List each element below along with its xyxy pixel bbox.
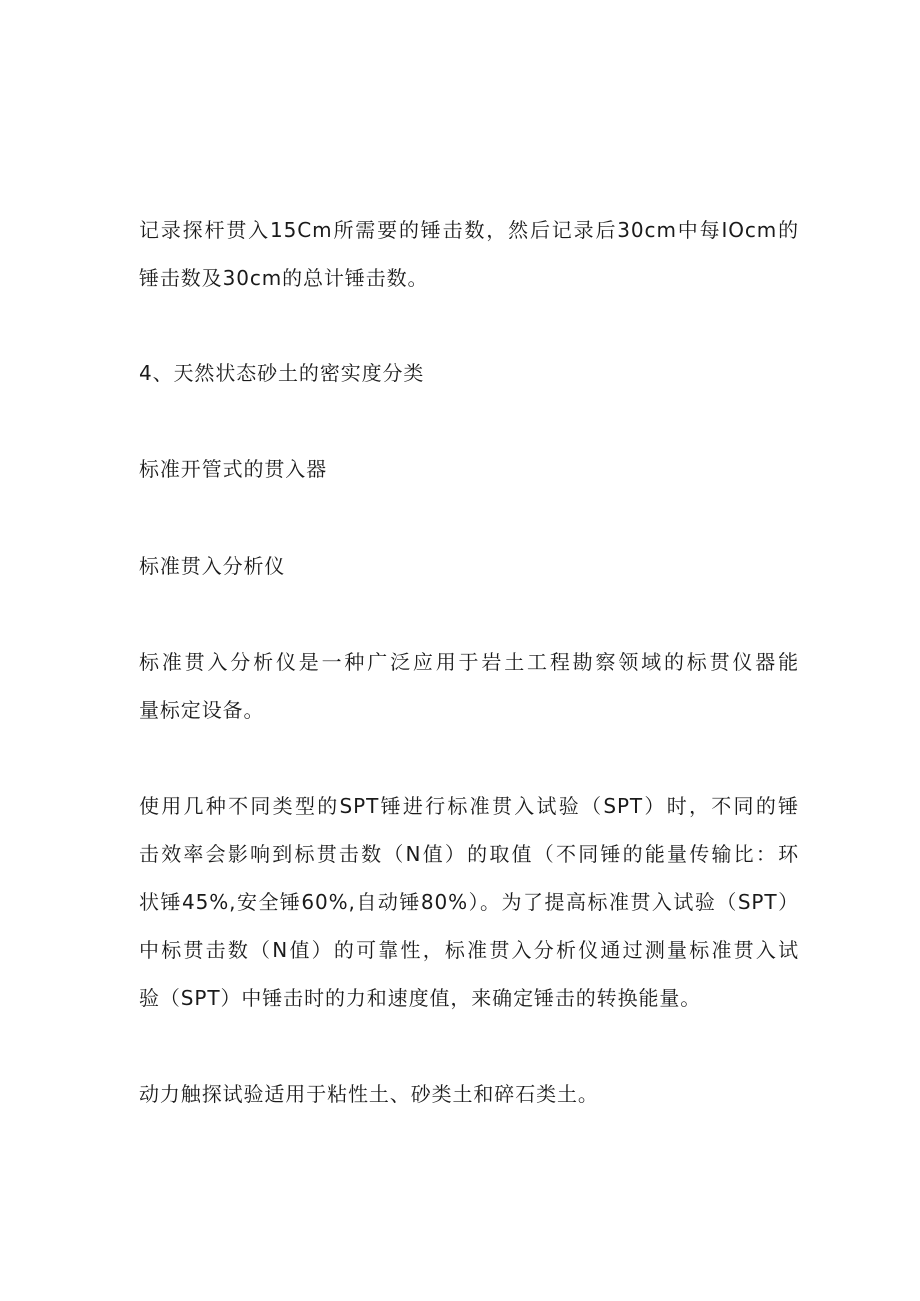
paragraph-dynamic-probing: 动力触探试验适用于粘性土、砂类土和碎石类土。 (139, 1082, 599, 1106)
paragraph-hammer-efficiency-line-1: 使用几种不同类型的SPT锤进行标准贯入试验（SPT）时，不同的锤 (139, 794, 799, 818)
paragraph-1-line-1: 记录探杆贯入15Cm所需要的锤击数，然后记录后30cm中每IOcm的 (139, 218, 799, 242)
paragraph-spt-analyzer-title: 标准贯入分析仪 (139, 554, 286, 578)
paragraph-spt-analyzer-desc-line-1: 标准贯入分析仪是一种广泛应用于岩土工程勘察领域的标贯仪器能 (139, 650, 799, 674)
paragraph-hammer-efficiency-line-4: 中标贯击数（N值）的可靠性，标准贯入分析仪通过测量标准贯入试 (139, 938, 799, 962)
paragraph-hammer-efficiency-line-3: 状锤45%,安全锤60%,自动锤80%）。为了提高标准贯入试验（SPT） (139, 890, 799, 914)
paragraph-spt-analyzer-desc-line-2: 量标定设备。 (139, 698, 265, 722)
paragraph-hammer-efficiency-line-5: 验（SPT）中锤击时的力和速度值，来确定锤击的转换能量。 (139, 986, 702, 1010)
section-heading: 4、天然状态砂土的密实度分类 (139, 361, 425, 385)
paragraph-hammer-efficiency-line-2: 击效率会影响到标贯击数（N值）的取值（不同锤的能量传输比：环 (139, 842, 799, 866)
paragraph-1-line-2: 锤击数及30cm的总计锤击数。 (139, 266, 429, 290)
paragraph-open-tube-sampler: 标准开管式的贯入器 (139, 457, 328, 481)
